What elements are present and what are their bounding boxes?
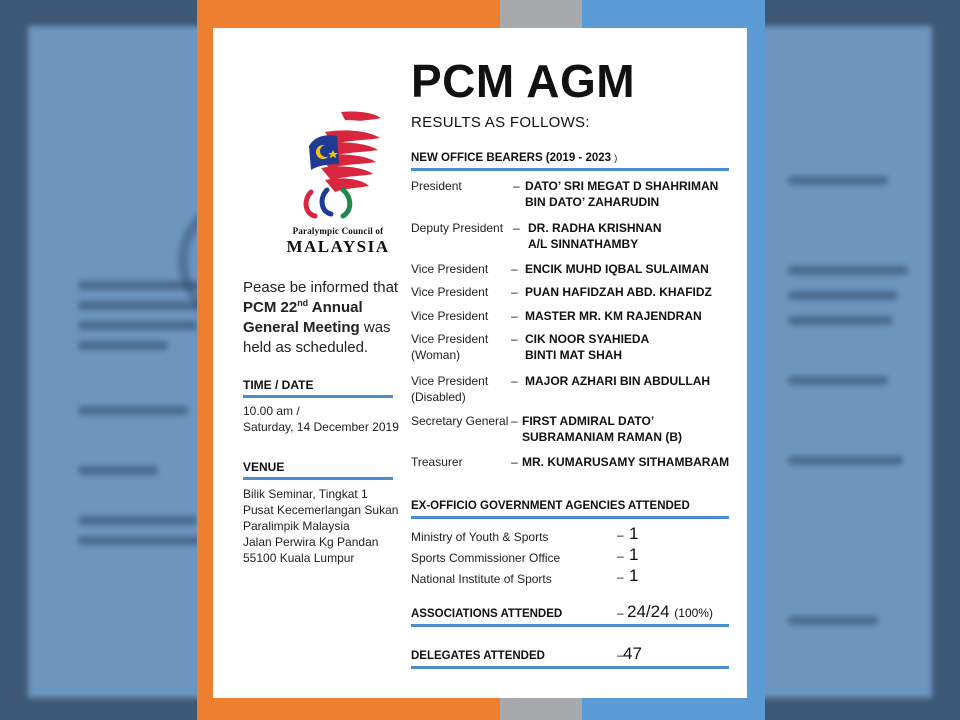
office-bearer-name: FIRST ADMIRAL DATO’ SUBRAMANIAM RAMAN (B) [522,414,682,444]
venue-heading: VENUE [243,460,393,480]
ex-officio-label: Ministry of Youth & Sports [411,530,549,544]
office-bearer-role: Vice President [411,262,489,276]
blurred-line [78,466,158,475]
office-bearer-name: PUAN HAFIDZAH ABD. KHAFIDZ [525,285,712,299]
intro-paragraph [243,278,403,358]
blurred-line [78,406,188,415]
associations-attended-label: ASSOCIATIONS ATTENDED [411,608,563,620]
office-bearers-heading: NEW OFFICE BEARERS (2019 - 2023 ) [411,152,729,171]
dash-separator: – [511,332,518,346]
page-title: PCM AGM [411,55,636,107]
intro-text-end: was held as scheduled. [243,319,391,356]
office-bearer-name: MASTER MR. KM RAJENDRAN [525,309,702,323]
blurred-line [788,291,898,300]
dash-separator: – [511,262,518,276]
delegates-attended-label: DELEGATES ATTENDED [411,650,545,662]
time-date-heading: TIME / DATE [243,378,393,398]
office-bearer-role: Vice President (Woman) [411,332,489,362]
time-date-body [243,403,403,435]
dash-separator: – [511,455,518,469]
dash-separator: – [513,179,520,193]
dash-separator: – [511,414,518,428]
blurred-line [788,176,888,185]
office-bearer-role: President [411,179,462,193]
intro-text: Pease be informed that [243,279,399,296]
blurred-line [788,266,908,275]
intro-bold-text: PCM 22nd Annual General Meeting [243,298,363,336]
office-bearer-name: MR. KUMARUSAMY SITHAMBARAM [522,455,730,469]
blurred-line [78,341,168,350]
office-bearer-name: MAJOR AZHARI BIN ABDULLAH [525,374,711,388]
dash-separator: – [513,221,520,235]
blurred-line [78,516,198,525]
dash-separator: – [511,309,518,323]
dash-separator: – [617,648,624,662]
associations-attended-row [411,602,729,627]
ex-officio-value: 1 [629,566,639,585]
dash-separator: – [617,549,624,563]
venue-line: Jalan Perwira Kg Pandan [243,535,379,549]
office-bearer-name: DATO’ SRI MEGAT D SHAHRIMAN BIN DATO’ ZAHARUDIN [525,179,719,209]
venue-body [243,486,403,566]
dash-separator: – [511,374,518,388]
blurred-line [78,321,198,330]
poster [197,0,765,720]
venue-line: Bilik Seminar, Tingkat 1 [243,487,368,501]
office-bearer-role: Deputy President [411,221,504,235]
dash-separator: – [617,570,624,584]
office-bearer-role: Vice President [411,285,489,299]
ex-officio-label: Sports Commissioner Office [411,551,561,565]
time-line: 10.00 am / [243,404,300,418]
logo-caption [263,226,413,257]
logo-big-text: MALAYSIA [286,237,390,256]
ex-officio-heading: EX-OFFICIO GOVERNMENT AGENCIES ATTENDED [411,500,729,519]
ex-officio-label: National Institute of Sports [411,572,552,586]
logo-small-text: Paralympic Council of [292,226,384,236]
venue-line: 55100 Kuala Lumpur [243,551,355,565]
office-bearer-name: DR. RADHA KRISHNAN A/L SINNATHAMBY [528,221,662,251]
office-bearer-role: Vice President [411,309,489,323]
delegates-attended-value: 47 [623,644,642,663]
venue-line: Pusat Kecemerlangan Sukan [243,503,399,517]
pcm-flag-logo-icon [281,106,401,226]
blurred-line [78,536,203,545]
ex-officio-value: 1 [629,545,639,564]
delegates-attended-row [411,644,729,669]
dash-separator: – [511,285,518,299]
blurred-line [788,376,888,385]
blurred-line [78,301,208,310]
office-bearer-name: CIK NOOR SYAHIEDA BINTI MAT SHAH [525,332,649,362]
blurred-line [788,616,878,625]
dash-separator: – [617,606,624,620]
office-bearer-role: Secretary General [411,414,509,428]
associations-attended-value: 24/24 (100%) [627,602,713,621]
office-bearer-role: Treasurer [411,455,463,469]
date-line: Saturday, 14 December 2019 [243,420,399,434]
venue-line: Paralimpik Malaysia [243,519,350,533]
office-bearer-role: Vice President (Disabled) [411,374,489,404]
announcement-card [213,28,747,698]
ex-officio-value: 1 [629,524,639,543]
blurred-line [788,456,903,465]
blurred-line [788,316,893,325]
page-subtitle: RESULTS AS FOLLOWS: [411,114,590,131]
office-bearer-name: ENCIK MUHD IQBAL SULAIMAN [525,262,709,276]
dash-separator: – [617,528,624,542]
